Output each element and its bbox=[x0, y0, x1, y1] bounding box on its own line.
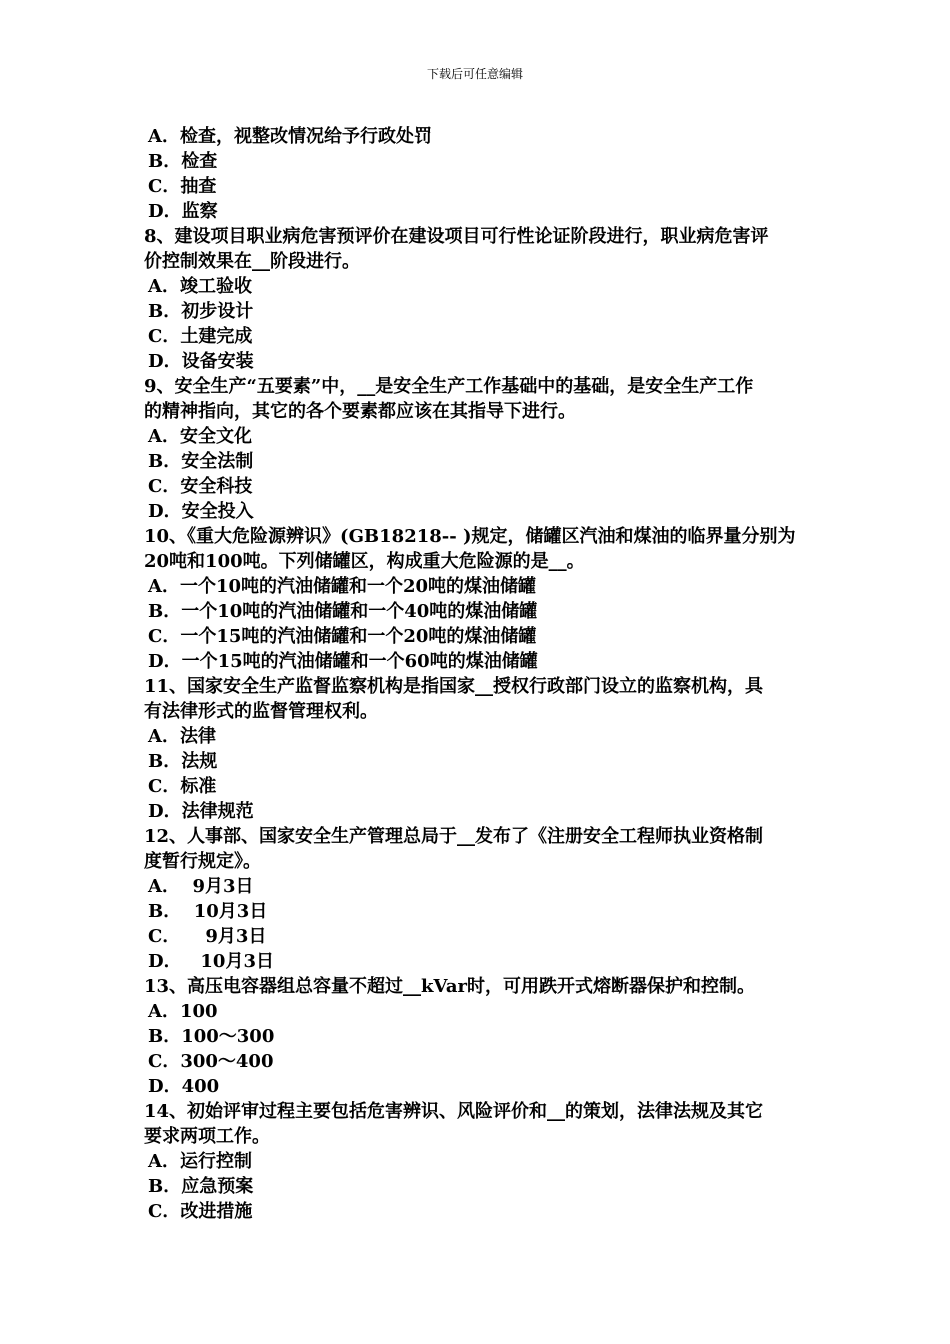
option-line: D．监察 bbox=[148, 201, 218, 222]
option-line: D． 10月3日 bbox=[148, 951, 274, 972]
option-line: C．一个15吨的汽油储罐和一个20吨的煤油储罐 bbox=[148, 626, 537, 647]
question-line: 14、初始评审过程主要包括危害辨识、风险评价和__的策划，法律法规及其它 bbox=[144, 1101, 764, 1122]
option-line: A．竣工验收 bbox=[148, 276, 252, 297]
option-line: C．抽查 bbox=[148, 176, 217, 197]
option-line: C．标准 bbox=[148, 776, 217, 797]
option-line: B．一个10吨的汽油储罐和一个40吨的煤油储罐 bbox=[148, 601, 538, 622]
option-line: D．一个15吨的汽油储罐和一个60吨的煤油储罐 bbox=[148, 651, 538, 672]
option-line: B．法规 bbox=[148, 751, 218, 772]
option-line: D．安全投入 bbox=[148, 501, 254, 522]
option-line: C．300～400 bbox=[148, 1051, 274, 1072]
option-line: A．100 bbox=[148, 1001, 218, 1022]
option-line: D．设备安装 bbox=[148, 351, 254, 372]
option-line: B．安全法制 bbox=[148, 451, 254, 472]
question-line: 8、建设项目职业病危害预评价在建设项目可行性论证阶段进行，职业病危害评 bbox=[144, 226, 769, 247]
option-line: B．100～300 bbox=[148, 1026, 275, 1047]
question-line: 11、国家安全生产监督监察机构是指国家__授权行政部门设立的监察机构，具 bbox=[144, 676, 764, 697]
question-line: 12、人事部、国家安全生产管理总局于__发布了《注册安全工程师执业资格制 bbox=[144, 826, 764, 847]
question-line: 度暂行规定》。 bbox=[144, 851, 261, 872]
question-line: 9、安全生产“五要素”中，__是安全生产工作基础中的基础，是安全生产工作 bbox=[144, 376, 754, 397]
option-line: A．运行控制 bbox=[148, 1151, 252, 1172]
option-line: A．安全文化 bbox=[148, 426, 252, 447]
option-line: C．土建完成 bbox=[148, 326, 253, 347]
option-line: A．检查，视整改情况给予行政处罚 bbox=[148, 126, 432, 147]
option-line: B．应急预案 bbox=[148, 1176, 254, 1197]
question-line: 要求两项工作。 bbox=[144, 1126, 270, 1147]
option-line: B． 10月3日 bbox=[148, 901, 268, 922]
page-header-note: 下载后可任意编辑 bbox=[426, 67, 523, 81]
question-line: 有法律形式的监督管理权利。 bbox=[144, 701, 378, 722]
option-line: B．初步设计 bbox=[148, 301, 254, 322]
option-line: A． 9月3日 bbox=[148, 876, 254, 897]
option-line: B．检查 bbox=[148, 151, 218, 172]
question-line: 价控制效果在__阶段进行。 bbox=[144, 251, 360, 272]
option-line: C．安全科技 bbox=[148, 476, 253, 497]
option-line: D．法律规范 bbox=[148, 801, 254, 822]
question-line: 13、高压电容器组总容量不超过__kVar时，可用跌开式熔断器保护和控制。 bbox=[144, 976, 755, 997]
exam-content bbox=[144, 124, 814, 1224]
option-line: D．400 bbox=[148, 1076, 220, 1097]
option-line: C．改进措施 bbox=[148, 1201, 253, 1222]
option-line: A．法律 bbox=[148, 726, 216, 747]
question-line: 20吨和100吨。下列储罐区，构成重大危险源的是__。 bbox=[144, 551, 585, 572]
question-line: 10、《重大危险源辨识》(GB18218-- )规定，储罐区汽油和煤油的临界量分别为 bbox=[144, 526, 796, 547]
question-line: 的精神指向，其它的各个要素都应该在其指导下进行。 bbox=[144, 401, 576, 422]
option-line: C． 9月3日 bbox=[148, 926, 267, 947]
option-line: A．一个10吨的汽油储罐和一个20吨的煤油储罐 bbox=[148, 576, 537, 597]
